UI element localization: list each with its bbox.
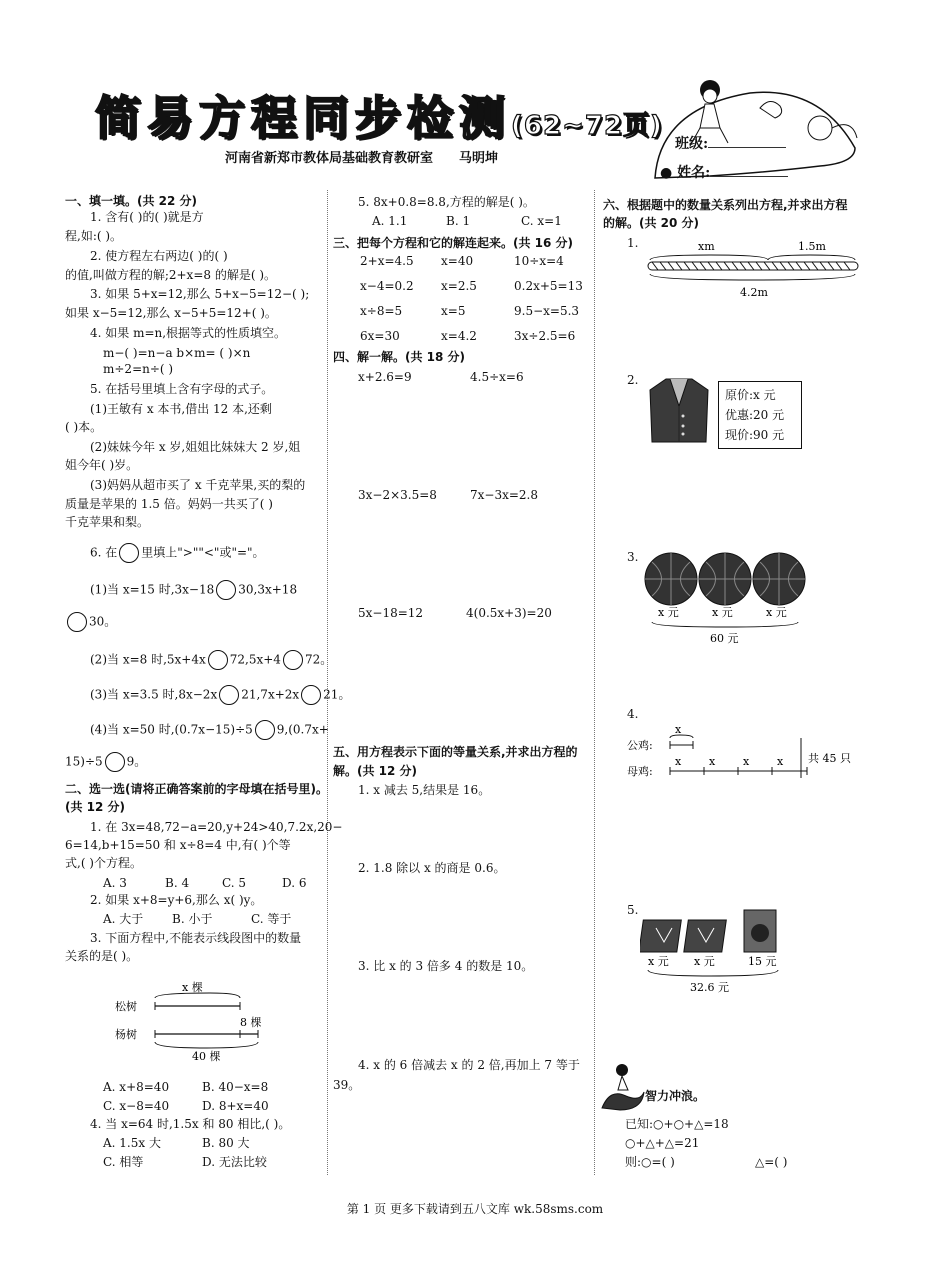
option: C. 5	[222, 876, 247, 890]
s1-line: 的值,叫做方程的解;2+x=8 的解是( )。	[65, 268, 276, 282]
problem3-number: 3.	[627, 550, 639, 564]
matching-item: x=4.2	[441, 329, 477, 343]
diagram-poplar-label: 杨树	[115, 1028, 137, 1041]
blank-circle[interactable]	[208, 650, 228, 670]
organization: 河南省新郑市教体局基础教育教研室	[225, 151, 434, 166]
matching-item: x÷8=5	[360, 304, 403, 318]
blank-circle[interactable]	[105, 752, 125, 772]
q6-part4: (4)当 x=50 时,(0.7x−15)÷5 9,(0.7x+	[90, 720, 329, 740]
current-price: 现价:90 元	[725, 428, 785, 442]
option: B. 小于	[172, 912, 213, 926]
q3-text-cont: 关系的是( )。	[65, 949, 139, 963]
chicken-diagram	[625, 720, 865, 780]
matching-item: x=40	[441, 254, 474, 268]
s1-line: ( )本。	[65, 420, 103, 434]
blank-circle[interactable]	[119, 543, 139, 563]
section2-heading-cont: (共 12 分)	[65, 800, 126, 814]
q6-part4-cont: 15)÷5 9。	[65, 752, 146, 772]
s1-line: 1. 含有( )的( )就是方	[90, 210, 204, 224]
q5-text: 5. 8x+0.8=8.8,方程的解是( )。	[358, 195, 535, 209]
matching-item: 3x÷2.5=6	[514, 329, 576, 343]
rooster-label: 公鸡:	[627, 739, 653, 752]
option: C. x−8=40	[103, 1099, 170, 1113]
s1-line: 3. 如果 5+x=12,那么 5+x−5=12−( );	[90, 287, 310, 301]
s5-item: 4. x 的 6 倍减去 x 的 2 倍,再加上 7 等于	[358, 1058, 580, 1072]
s1-line: (1)王敏有 x 本书,借出 12 本,还剩	[90, 402, 272, 416]
hen-x-4: x	[777, 755, 784, 768]
s1-line: 程,如:( )。	[65, 229, 123, 243]
surfer-icon	[600, 1062, 646, 1112]
matching-item: 2+x=4.5	[360, 254, 414, 268]
page-title: 简易方程同步检测(62~72页)	[95, 91, 663, 145]
s1-line: (2)妹妹今年 x 岁,姐姐比妹妹大 2 岁,姐	[90, 440, 301, 454]
s1-line: 姐今年( )岁。	[65, 458, 139, 472]
matching-item: x=2.5	[441, 279, 477, 293]
s1-line: 2. 使方程左右两边( )的( )	[90, 249, 228, 263]
coat-image	[648, 376, 710, 448]
q6-part2: (2)当 x=8 时,5x+4x 72,5x+4 72。	[90, 650, 332, 670]
s2-line: 6=14,b+15=50 和 x÷8=4 中,有( )个等	[65, 838, 291, 852]
option: D. 无法比较	[202, 1155, 267, 1169]
hen-x-3: x	[743, 755, 750, 768]
s1-line: (3)妈妈从超市买了 x 千克苹果,买的梨的	[90, 478, 306, 492]
balls-total: 60 元	[710, 632, 739, 645]
diagram-top-label: x 棵	[182, 981, 203, 994]
matching-item: 0.2x+5=13	[514, 279, 583, 293]
author-line	[225, 147, 498, 166]
matching-item: x=5	[441, 304, 466, 318]
matching-item: 10÷x=4	[514, 254, 564, 268]
bonus-line-1: 已知:○+○+△=18	[625, 1117, 729, 1131]
rope-total: 4.2m	[740, 286, 768, 299]
section3-heading: 三、把每个方程和它的解连起来。(共 16 分)	[333, 236, 574, 250]
section5-heading: 五、用方程表示下面的等量关系,并求出方程的	[333, 745, 578, 759]
section1-heading: 一、填一填。(共 22 分)	[65, 194, 198, 208]
matching-item: 6x=30	[360, 329, 400, 343]
blank-circle[interactable]	[301, 685, 321, 705]
bonus-title: 智力冲浪。	[645, 1089, 706, 1103]
option: B. 4	[165, 876, 190, 890]
s5-item: 1. x 减去 5,结果是 16。	[358, 783, 491, 797]
price-tag	[718, 381, 802, 449]
section6-heading-cont: 的解。(共 20 分)	[603, 216, 700, 230]
bonus-line-4: △=( )	[755, 1155, 788, 1169]
equation: x+2.6=9	[358, 370, 412, 384]
chicken-total: 共 45 只	[808, 752, 851, 765]
matching-item: 9.5−x=5.3	[514, 304, 580, 318]
s1-line: m−( )=n−a b×m= ( )×n	[103, 346, 251, 360]
bonus-line-2: ○+△+△=21	[625, 1136, 700, 1150]
equation: 5x−18=12	[358, 606, 424, 620]
equation: 3x−2×3.5=8	[358, 488, 437, 502]
option: A. 3	[103, 876, 127, 890]
line-segment-diagram	[110, 978, 280, 1068]
section5-tail: 39。	[333, 1078, 361, 1092]
problem4-number: 4.	[627, 707, 639, 721]
section5-heading-cont: 解。(共 12 分)	[333, 764, 418, 778]
rope-diagram	[640, 238, 870, 308]
book-price-1: x 元	[648, 955, 669, 968]
matching-item: x−4=0.2	[360, 279, 414, 293]
class-field[interactable]: 班级:	[675, 133, 786, 153]
column-divider-1	[327, 190, 328, 1175]
option: B. 80 大	[202, 1136, 250, 1150]
blank-circle[interactable]	[219, 685, 239, 705]
book-price-2: x 元	[694, 955, 715, 968]
basketball-image	[640, 550, 810, 645]
rooster-x: x	[675, 723, 682, 736]
option: A. 1.5x 大	[103, 1136, 161, 1150]
diagram-total-label: 40 棵	[192, 1050, 221, 1063]
diagram-pine-label: 松树	[115, 1000, 137, 1013]
rope-part-b: 1.5m	[798, 240, 826, 253]
blank-circle[interactable]	[216, 580, 236, 600]
column-divider-2	[594, 190, 595, 1175]
name-field[interactable]: ● 姓名:	[660, 162, 788, 182]
option: B. 40−x=8	[202, 1080, 269, 1094]
section2-heading: 二、选一选(请将正确答案前的字母填在括号里)。	[65, 782, 328, 796]
q6-part1-cont: 30。	[65, 612, 116, 632]
q6-part1: (1)当 x=15 时,3x−18 30,3x+18	[90, 580, 297, 600]
s1-line: 质量是苹果的 1.5 倍。妈妈一共买了( )	[65, 497, 273, 511]
q6-part3: (3)当 x=3.5 时,8x−2x 21,7x+2x 21。	[90, 685, 350, 705]
s1-line: 5. 在括号里填上含有字母的式子。	[90, 382, 274, 396]
s2-line: 式,( )个方程。	[65, 856, 142, 870]
q3-text: 3. 下面方程中,不能表示线段图中的数量	[90, 931, 302, 945]
hen-x-2: x	[709, 755, 716, 768]
author-name: 马明坤	[459, 151, 499, 166]
hen-label: 母鸡:	[627, 765, 653, 778]
option: A. 1.1	[372, 214, 408, 228]
s5-item: 3. 比 x 的 3 倍多 4 的数是 10。	[358, 959, 534, 973]
s5-item: 2. 1.8 除以 x 的商是 0.6。	[358, 861, 506, 875]
books-image	[640, 908, 790, 998]
hen-x-1: x	[675, 755, 682, 768]
rope-part-a: xm	[698, 240, 715, 253]
book-price-3: 15 元	[748, 955, 777, 968]
q6-instruction: 6. 在 里填上">""<"或"="。	[90, 543, 265, 563]
discount: 优惠:20 元	[725, 408, 785, 422]
s1-line: m÷2=n÷( )	[103, 362, 174, 376]
ball-price-3: x 元	[766, 606, 787, 619]
q2-text: 2. 如果 x+8=y+6,那么 x( )y。	[90, 893, 263, 907]
problem2-number: 2.	[627, 373, 639, 387]
bonus-line-3: 则:○=( )	[625, 1155, 675, 1169]
equation: 4(0.5x+3)=20	[466, 606, 552, 620]
s2-line: 1. 在 3x=48,72−a=20,y+24>40,7.2x,20−	[90, 820, 343, 834]
option: D. 6	[282, 876, 307, 890]
blank-circle[interactable]	[255, 720, 275, 740]
page-range: (62~72页)	[511, 111, 663, 141]
equation: 4.5÷x=6	[470, 370, 524, 384]
ball-price-1: x 元	[658, 606, 679, 619]
option: C. 等于	[251, 912, 292, 926]
option: D. 8+x=40	[202, 1099, 269, 1113]
option: C. 相等	[103, 1155, 144, 1169]
diagram-diff-label: 8 棵	[240, 1016, 262, 1029]
section4-heading: 四、解一解。(共 18 分)	[333, 350, 466, 364]
option: C. x=1	[521, 214, 562, 228]
s1-line: 如果 x−5=12,那么 x−5+5=12+( )。	[65, 306, 277, 320]
original-price: 原价:x 元	[725, 388, 776, 402]
blank-circle[interactable]	[283, 650, 303, 670]
option: A. 大于	[103, 912, 144, 926]
q4-text: 4. 当 x=64 时,1.5x 和 80 相比,( )。	[90, 1117, 291, 1131]
s1-line: 千克苹果和梨。	[65, 515, 150, 529]
option: B. 1	[446, 214, 471, 228]
page-footer: 第 1 页 更多下载请到五八文库 wk.58sms.com	[346, 1202, 604, 1216]
blank-circle[interactable]	[67, 612, 87, 632]
section6-heading: 六、根据题中的数量关系列出方程,并求出方程	[603, 198, 848, 212]
option: A. x+8=40	[103, 1080, 170, 1094]
problem1-number: 1.	[627, 236, 639, 250]
s1-line: 4. 如果 m=n,根据等式的性质填空。	[90, 326, 287, 340]
equation: 7x−3x=2.8	[470, 488, 538, 502]
problem5-number: 5.	[627, 903, 639, 917]
ball-price-2: x 元	[712, 606, 733, 619]
books-total: 32.6 元	[690, 981, 729, 994]
